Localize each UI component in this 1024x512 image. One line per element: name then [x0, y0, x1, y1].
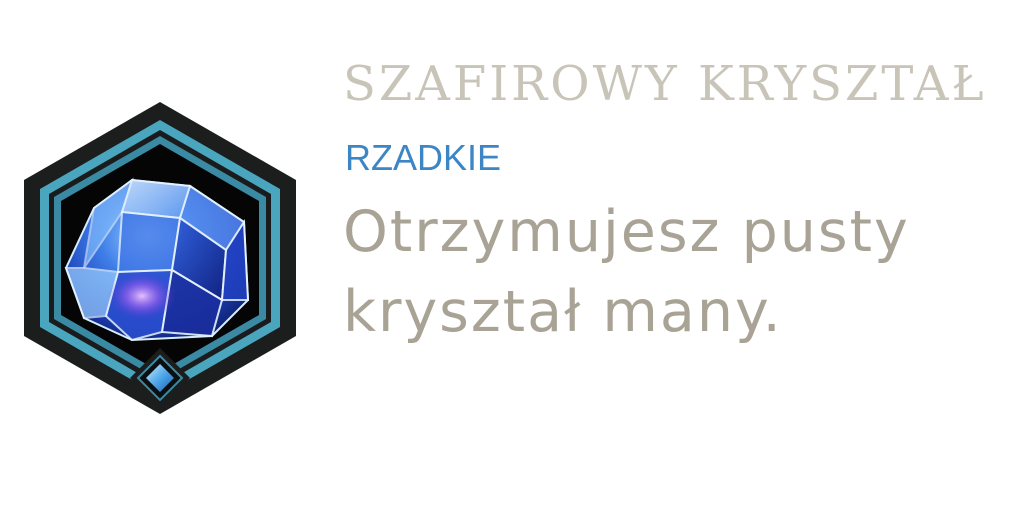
item-description: Otrzymujesz pusty kryształ many.: [343, 199, 910, 345]
sapphire-crystal-icon: [22, 100, 298, 416]
item-name: SZAFIROWY KRYSZTAŁ: [343, 56, 987, 112]
item-rarity: RZADKIE: [345, 137, 502, 178]
item-icon-badge: [22, 100, 298, 416]
